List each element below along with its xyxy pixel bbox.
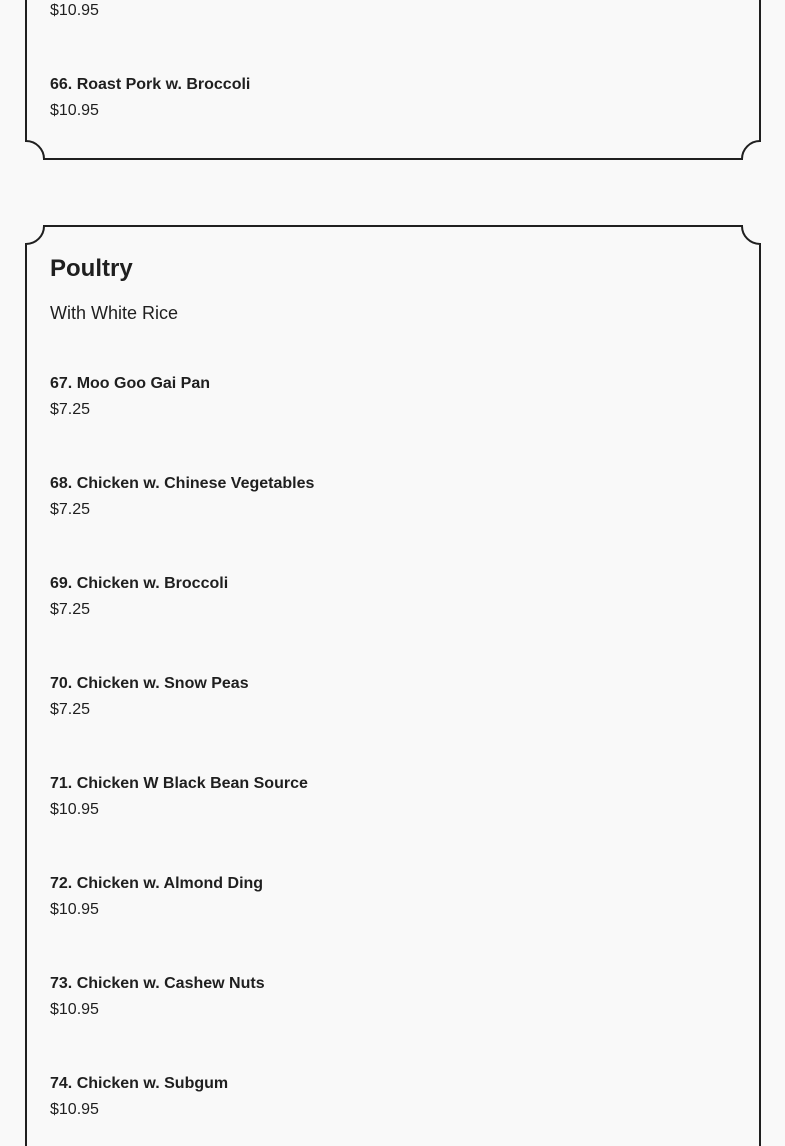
menu-item [50, 974, 736, 1020]
menu-item [50, 874, 736, 920]
menu-item [50, 1074, 736, 1120]
menu-item-price: $10.95 [50, 1101, 99, 1118]
menu-item-price: $10.95 [50, 1001, 99, 1018]
menu-item-price: $7.25 [50, 401, 91, 418]
section-title: Poultry [50, 255, 133, 282]
menu-item-price: $10.95 [50, 2, 99, 19]
menu-item-name: 70. Chicken w. Snow Peas [50, 675, 249, 692]
menu-item-name: 66. Roast Pork w. Broccoli [50, 76, 251, 93]
menu-item-price: $7.25 [50, 501, 91, 518]
menu-item-price: $10.95 [50, 102, 99, 119]
menu-item-price: $7.25 [50, 701, 91, 718]
menu-item [50, 674, 736, 720]
menu-item [50, 774, 736, 820]
menu-item-name: 71. Chicken W Black Bean Source [50, 775, 308, 792]
menu-item-price: $10.95 [50, 901, 99, 918]
menu-item-name: 72. Chicken w. Almond Ding [50, 875, 264, 892]
menu-item-name: 73. Chicken w. Cashew Nuts [50, 975, 265, 992]
menu-item-name: 67. Moo Goo Gai Pan [50, 375, 211, 392]
menu-item-price: $10.95 [50, 801, 99, 818]
menu-section-card-poultry [25, 226, 761, 1146]
menu-item-name: 69. Chicken w. Broccoli [50, 575, 229, 592]
menu-item-name: 74. Chicken w. Subgum [50, 1075, 229, 1092]
menu-item-price: $7.25 [50, 601, 91, 618]
menu-item [50, 75, 736, 121]
menu-section-card-previous [25, 0, 761, 161]
menu-item-name: 68. Chicken w. Chinese Vegetables [50, 475, 315, 492]
menu-item [50, 1, 736, 21]
section-subtitle: With White Rice [50, 303, 179, 323]
menu-item [50, 474, 736, 520]
menu-item [50, 374, 736, 420]
menu-item [50, 574, 736, 620]
